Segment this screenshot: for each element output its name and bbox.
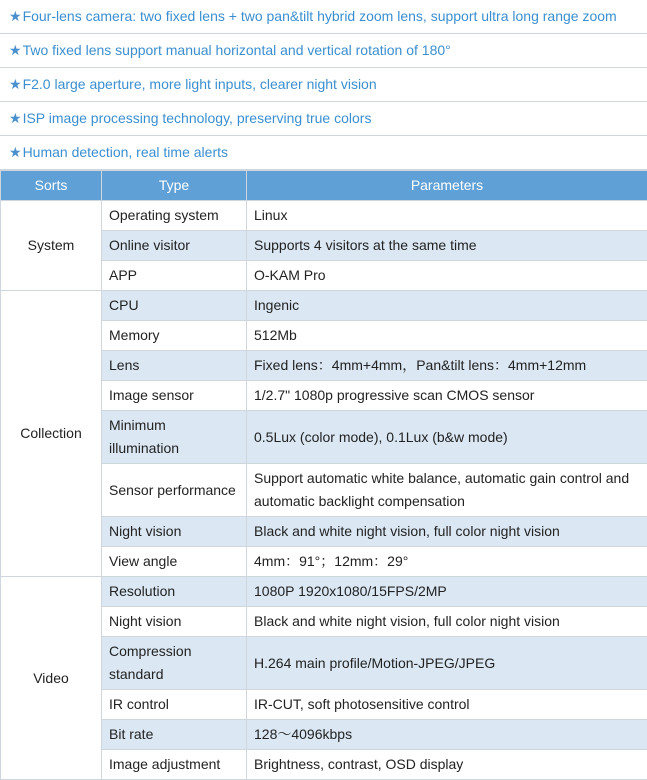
feature-item [0,136,647,170]
table-header-row [1,171,647,201]
star-icon: ★ [9,42,22,58]
parameter-cell: Fixed lens：4mm+4mm，Pan&tilt lens：4mm+12mm [247,351,647,381]
type-cell: CPU [102,291,247,321]
parameter-cell: 128～4096kbps [247,720,647,750]
table-row [1,201,647,231]
type-cell: Night vision [102,607,247,637]
parameter-cell: 1/2.7" 1080p progressive scan CMOS sensor [247,381,647,411]
type-cell: Image sensor [102,381,247,411]
sort-cell: Collection [1,291,102,577]
parameter-cell: Support automatic white balance, automatic gain control and automatic backlight compensation [247,464,647,517]
header-type: Type [102,171,247,201]
feature-text: ISP image processing technology, preserving true colors [23,110,372,126]
type-cell: Sensor performance [102,464,247,517]
parameter-cell: Black and white night vision, full color night vision [247,607,647,637]
parameter-cell: 4mm：91°；12mm：29° [247,547,647,577]
type-cell: IR control [102,690,247,720]
sort-cell: System [1,201,102,291]
star-icon: ★ [9,76,22,92]
type-cell: Lens [102,351,247,381]
type-cell: Online visitor [102,231,247,261]
parameter-cell: H.264 main profile/Motion-JPEG/JPEG [247,637,647,690]
type-cell: Bit rate [102,720,247,750]
parameter-cell: IR-CUT, soft photosensitive control [247,690,647,720]
spec-table [0,170,647,780]
parameter-cell: 512Mb [247,321,647,351]
parameter-cell: Brightness, contrast, OSD display [247,750,647,780]
type-cell: Minimum illumination [102,411,247,464]
feature-text: F2.0 large aperture, more light inputs, clearer night vision [23,76,377,92]
type-cell: Compression standard [102,637,247,690]
star-icon: ★ [9,110,22,126]
star-icon: ★ [9,8,22,24]
header-parameters: Parameters [247,171,647,201]
parameter-cell: 0.5Lux (color mode), 0.1Lux (b&w mode) [247,411,647,464]
feature-text: Two fixed lens support manual horizontal and vertical rotation of 180° [23,42,451,58]
type-cell: Memory [102,321,247,351]
type-cell: Night vision [102,517,247,547]
table-row [1,291,647,321]
parameter-cell: O-KAM Pro [247,261,647,291]
type-cell: Operating system [102,201,247,231]
feature-item [0,34,647,68]
parameter-cell: 1080P 1920x1080/15FPS/2MP [247,577,647,607]
feature-text: Four-lens camera: two fixed lens + two pan&tilt hybrid zoom lens, support ultra long range zoom [23,8,617,24]
feature-list [0,0,647,170]
parameter-cell: Supports 4 visitors at the same time [247,231,647,261]
type-cell: Resolution [102,577,247,607]
type-cell: View angle [102,547,247,577]
feature-text: Human detection, real time alerts [23,144,228,160]
parameter-cell: Ingenic [247,291,647,321]
parameter-cell: Black and white night vision, full color night vision [247,517,647,547]
feature-item [0,68,647,102]
feature-item [0,102,647,136]
table-row [1,577,647,607]
feature-item [0,0,647,34]
type-cell: APP [102,261,247,291]
parameter-cell: Linux [247,201,647,231]
star-icon: ★ [9,144,22,160]
sort-cell: Video [1,577,102,780]
spec-table-body [1,201,647,780]
header-sorts: Sorts [1,171,102,201]
type-cell: Image adjustment [102,750,247,780]
